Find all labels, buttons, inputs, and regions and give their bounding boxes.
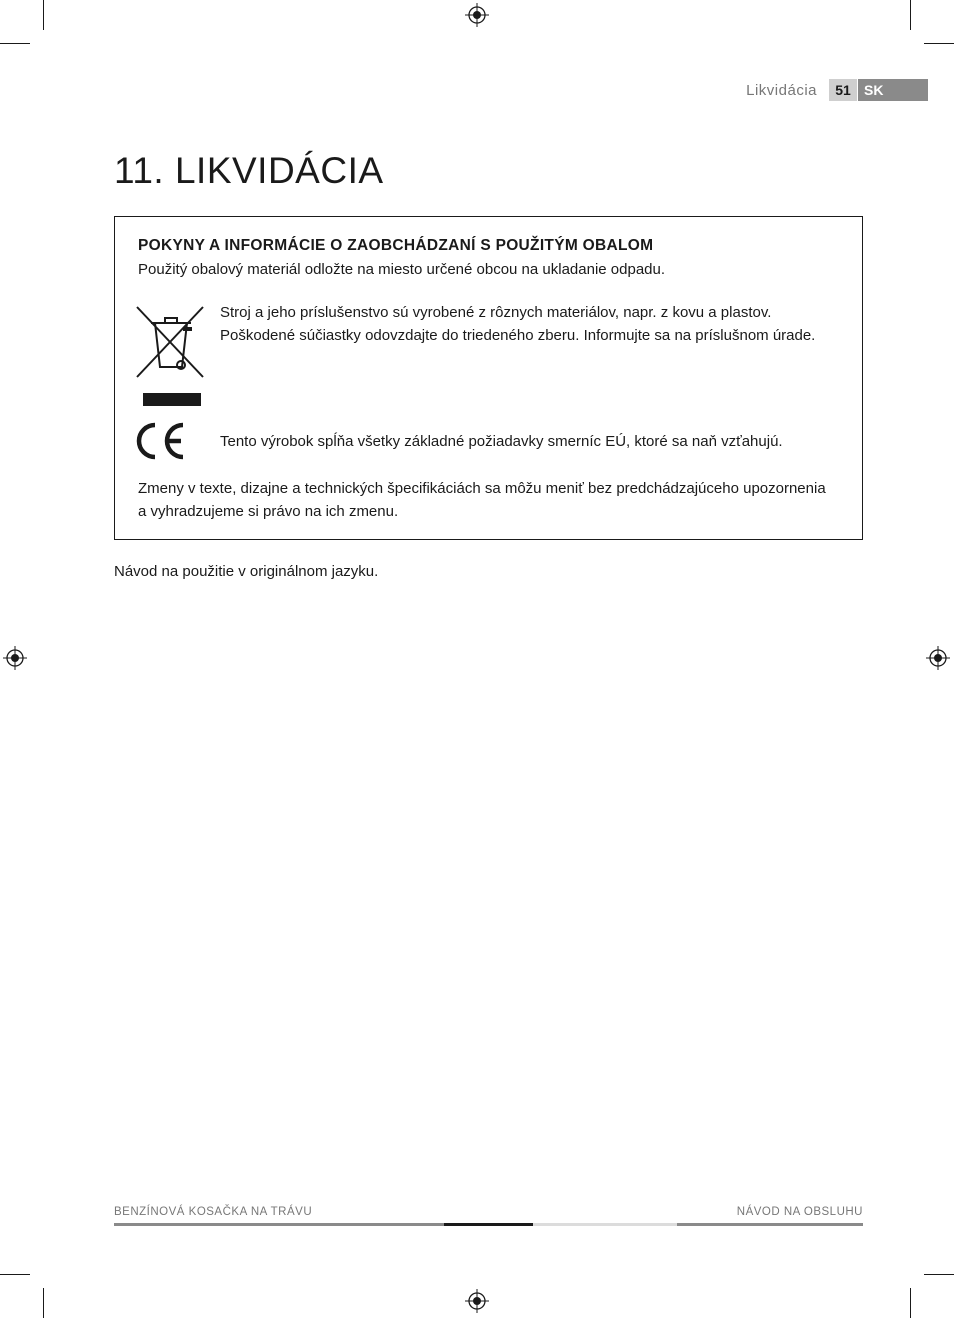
crop-mark: [910, 0, 911, 30]
page-title: 11. LIKVIDÁCIA: [114, 150, 384, 191]
footer-bar-segment: [533, 1223, 677, 1226]
box-heading: POKYNY A INFORMÁCIE O ZAOBCHÁDZANÍ S POUŽITÝM OBALOM: [138, 237, 654, 254]
disposal-info-box: [114, 216, 863, 540]
weee-text-line-2: Poškodené súčiastky odovzdajte do triedeného zberu. Informujte sa na príslušnom úrade.: [220, 327, 816, 344]
crop-mark: [43, 1288, 44, 1318]
language-badge: SK: [858, 79, 928, 101]
ce-text: Tento výrobok spĺňa všetky základné požiadavky smerníc EÚ, ktoré sa naň vzťahujú.: [220, 433, 783, 450]
weee-crossed-bin-icon: [135, 303, 207, 409]
crop-mark: [910, 1288, 911, 1318]
footer-bar-segment: [444, 1223, 533, 1226]
header-section-title: Likvidácia: [746, 82, 817, 99]
weee-text-line-1: Stroj a jeho príslušenstvo sú vyrobené z rôznych materiálov, napr. z kovu a plastov.: [220, 304, 772, 321]
packaging-text: Použitý obalový materiál odložte na miesto určené obcou na ukladanie odpadu.: [138, 261, 666, 278]
ce-mark-icon: [135, 421, 189, 461]
crop-mark: [43, 0, 44, 30]
crop-mark: [0, 1274, 30, 1275]
changes-text-line-2: a vyhradzujeme si právo na ich zmenu.: [138, 503, 399, 520]
registration-mark-icon: [3, 646, 27, 670]
crop-mark: [924, 1274, 954, 1275]
page-number-badge: 51: [829, 79, 857, 101]
footer-document-name: NÁVOD NA OBSLUHU: [736, 1206, 863, 1218]
changes-text-line-1: Zmeny v texte, dizajne a technických špecifikáciách sa môžu meniť bez predchádzajúceho upozornenia: [138, 480, 826, 497]
footer-product-name: BENZÍNOVÁ KOSAČKA NA TRÁVU: [114, 1206, 313, 1218]
footer-bar-segment: [114, 1223, 444, 1226]
crop-mark: [0, 43, 30, 44]
registration-mark-icon: [465, 1289, 489, 1313]
registration-mark-icon: [465, 3, 489, 27]
footer-bar-segment: [677, 1223, 863, 1226]
original-language-note: Návod na použitie v originálnom jazyku.: [114, 563, 379, 580]
registration-mark-icon: [926, 646, 950, 670]
crop-mark: [924, 43, 954, 44]
